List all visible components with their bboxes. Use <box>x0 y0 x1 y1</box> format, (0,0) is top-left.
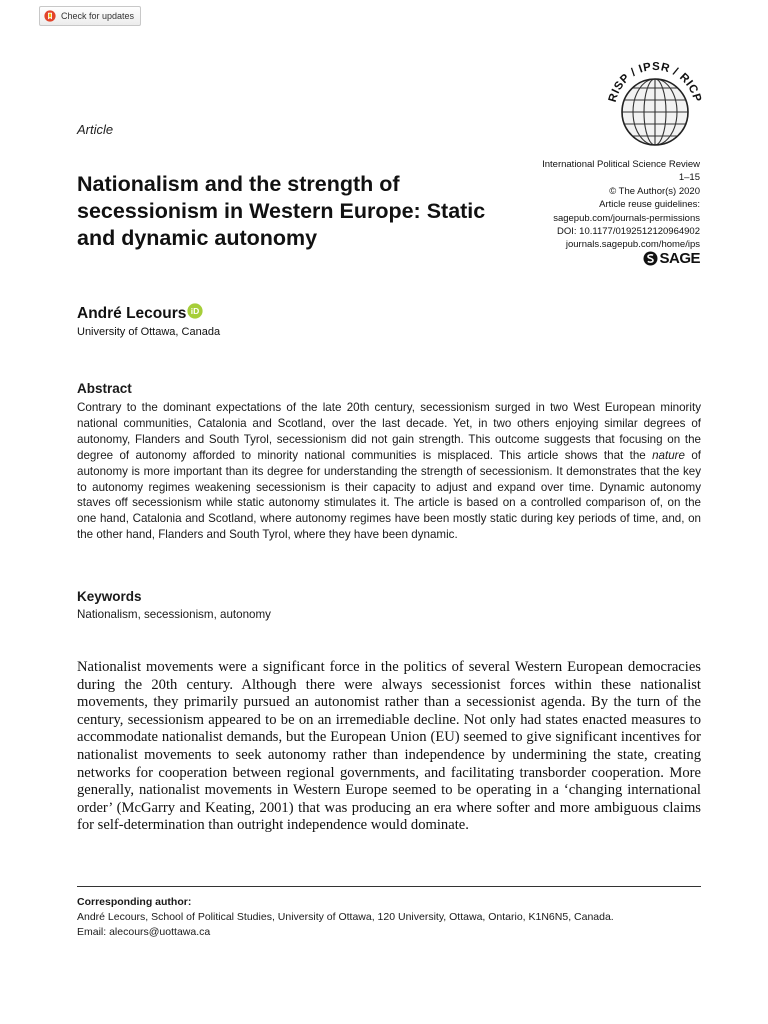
abstract-heading: Abstract <box>77 381 132 396</box>
check-for-updates-button[interactable] <box>39 6 141 26</box>
abstract-text <box>77 400 701 543</box>
author-affiliation: University of Ottawa, Canada <box>77 326 221 338</box>
permissions-link[interactable]: sagepub.com/journals-permissions <box>553 212 700 224</box>
copyright: © The Author(s) 2020 <box>609 185 700 197</box>
journal-name: International Political Science Review <box>542 159 700 170</box>
bookmark-update-icon <box>44 10 56 22</box>
journal-home-link[interactable]: journals.sagepub.com/home/ips <box>565 239 700 251</box>
sage-s-icon <box>643 251 658 266</box>
author-byline <box>77 305 203 323</box>
abstract-italic-word: nature <box>652 448 685 462</box>
publisher-name: SAGE <box>659 249 700 267</box>
check-for-updates-label: Check for updates <box>61 11 135 21</box>
abstract-text-part-1: Contrary to the dominant expectations of the late 20th century, secessionism surged in two West European minority national communities, Catalonia and Scotland, over the last decade. Yet, in two others enjoying similar degrees of autonomy, Flanders and South Tyrol, secessionism did not gain strength. This outcome suggests that focusing on the degree of autonomy afforded to minority national communities is misplaced. This article shows that the <box>77 401 701 462</box>
publisher-logo <box>643 249 700 267</box>
logo-arc-text: RISP / IPSR / RICP <box>606 60 704 104</box>
article-title: Nationalism and the strength of secessionism in Western Europe: Static and dynamic autonomy <box>77 172 486 250</box>
body-paragraph: Nationalist movements were a significant force in the politics of several Western European democracies during the 20th century. Although there were always secessionist forces within these nationalist movements, they primarily pursued an autonomist rather than a secessionist agenda. By the turn of the century, secessionism appeared to be on an irremediable decline. Not only had states enacted measures to accommodate nationalist demands, but the European Union (EU) seemed to give significant incentives for nationalist movements to seek autonomy rather than independence by undermining the state, creating networks for cooperation between regional governments, and facilitating transborder cooperation. More generally, nationalist movements in Western Europe seemed to be operating in a ‘changing international order’ (McGarry and Keating, 2001) that was producing an era where softer and more ambiguous claims for self-determination than outright independence would dominate. <box>77 659 701 834</box>
keywords-heading: Keywords <box>77 589 142 604</box>
footnote-divider <box>77 886 701 887</box>
doi-link[interactable]: DOI: 10.1177/0192512120964902 <box>557 226 700 238</box>
orcid-label: iD <box>191 306 200 317</box>
keywords-list: Nationalism, secessionism, autonomy <box>77 608 271 621</box>
author-name: André Lecours <box>77 305 187 322</box>
page-range: 1–15 <box>678 172 700 184</box>
journal-logo <box>603 50 707 150</box>
reuse-guidelines-label: Article reuse guidelines: <box>599 199 700 211</box>
corresponding-author-email[interactable]: Email: alecours@uottawa.ca <box>77 926 211 938</box>
corresponding-author-heading: Corresponding author: <box>77 896 192 908</box>
abstract-text-part-2: of autonomy is more important than its degree for understanding the strength of secessionism. It demonstrates that the key to autonomy regimes weakening secessionism is their capacity to adjust and expand over time. Dynamic autonomy staves off secessionism while static autonomy stimulates it. The article is based on a controlled comparison of, on the one hand, Catalonia and Scotland, where autonomy regimes have been mostly static during key periods of time, and, on the other hand, Flanders and South Tyrol, where they have been dynamic. <box>77 448 701 542</box>
corresponding-author-address: André Lecours, School of Political Studies, University of Ottawa, 120 University, Ottawa, Ontario, K1N6N5, Canada. <box>77 911 614 923</box>
orcid-icon[interactable] <box>187 303 203 319</box>
article-type-label: Article <box>77 122 114 137</box>
